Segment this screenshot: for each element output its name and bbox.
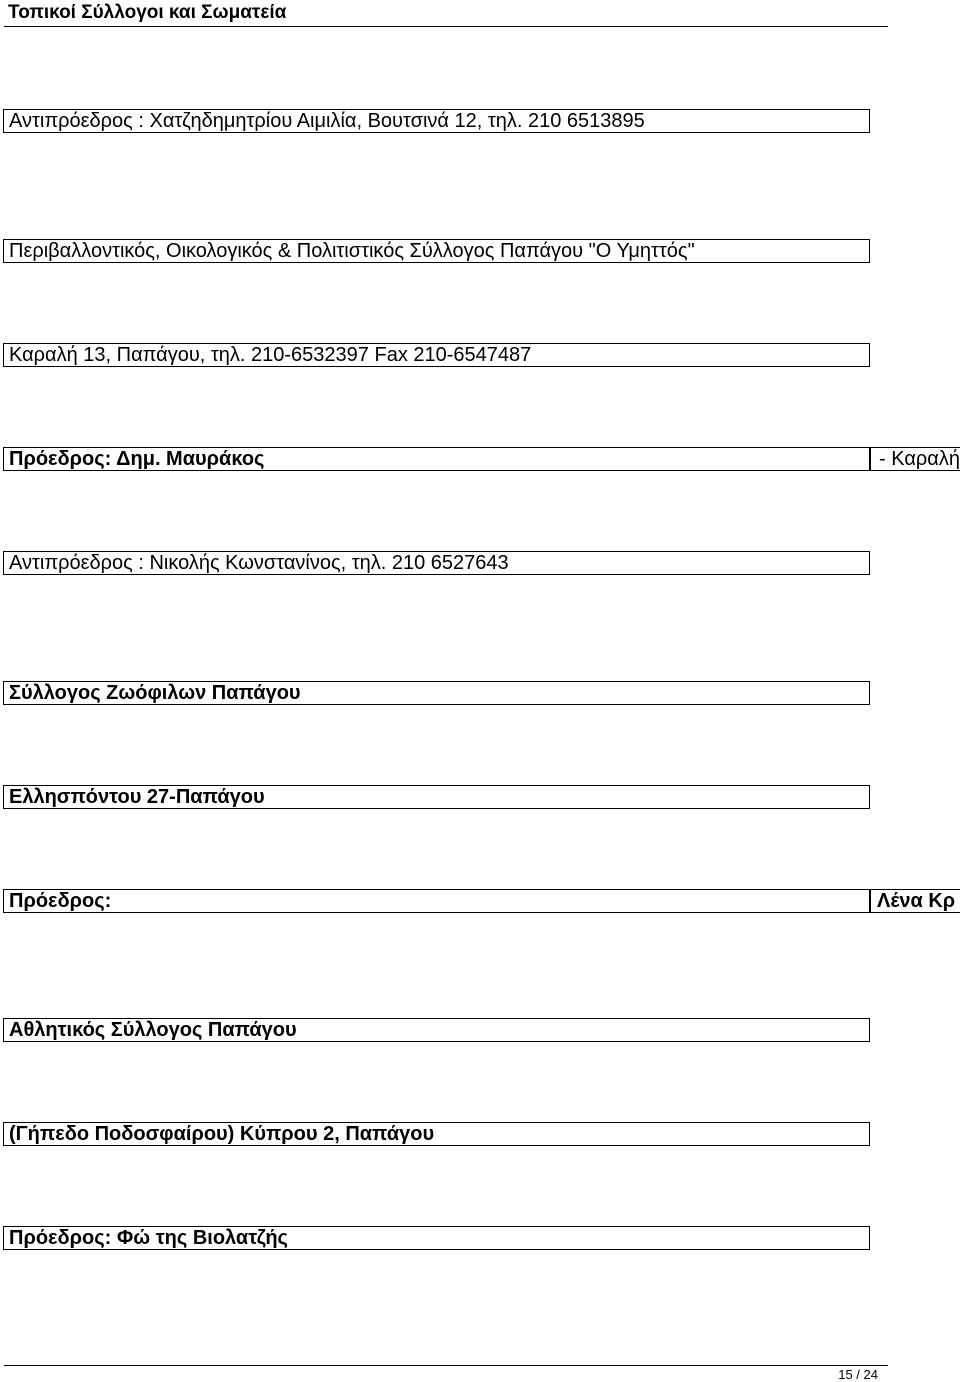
page-number: 15 / 24 [838,1367,878,1382]
entry-association-ymittos-address: Καραλή 13, Παπάγου, τηλ. 210-6532397 Fax 210-6547487 [3,343,870,367]
header-divider [4,26,888,27]
entry-athletic-association-name: Αθλητικός Σύλλογος Παπάγου [3,1018,870,1042]
entry-president-mavrakos-overflow: - Καραλή [870,447,960,471]
entry-president-mavrakos: Πρόεδρος: Δημ. Μαυράκος [3,447,870,471]
entry-president-label: Πρόεδρος: [3,889,870,913]
entry-vice-president-chatzidimitriou: Αντιπρόεδρος : Χατζηδημητρίου Αιμιλία, Βουτσινά 12, τηλ. 210 6513895 [3,109,870,133]
page-title: Τοπικοί Σύλλογοι και Σωματεία [8,2,287,23]
entry-vice-president-nikolis: Αντιπρόεδρος : Νικολής Κωνστανίνος, τηλ. 210 6527643 [3,551,870,575]
footer-divider [4,1365,888,1366]
entry-president-name-overflow: Λένα Κρ [870,889,960,913]
entry-president-violatzis: Πρόεδρος: Φώ της Βιολατζής [3,1226,870,1250]
entry-athletic-association-address: (Γήπεδο Ποδοσφαίρου) Κύπρου 2, Παπάγου [3,1122,870,1146]
entry-animal-lovers-association-name: Σύλλογος Ζωόφιλων Παπάγου [3,681,870,705]
entry-animal-lovers-association-address: Ελλησπόντου 27-Παπάγου [3,785,870,809]
entry-association-ymittos-name: Περιβαλλοντικός, Οικολογικός & Πολιτιστικός Σύλλογος Παπάγου "Ο Υμηττός" [3,239,870,263]
